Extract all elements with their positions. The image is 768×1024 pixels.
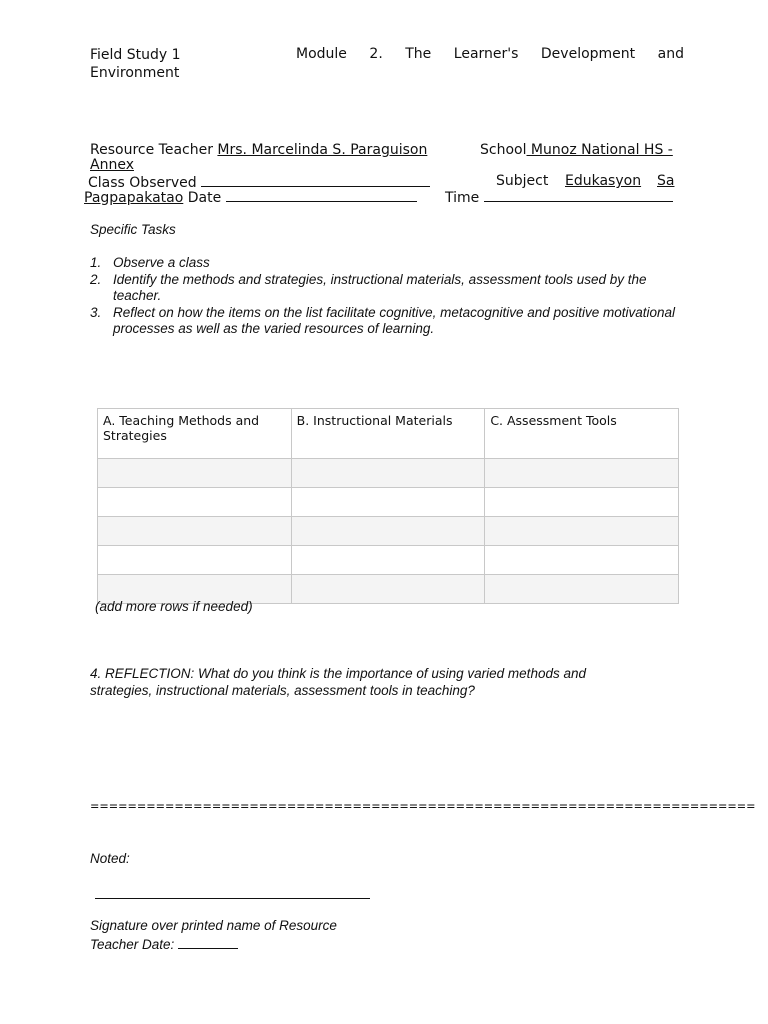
course-name-continued: Environment (90, 65, 180, 81)
module-word: and (657, 46, 684, 62)
list-item-text: Identify the methods and strategies, instructional materials, assessment tools used by the teacher. (113, 271, 647, 303)
time-field (445, 188, 673, 206)
class-observed-label: Class Observed (88, 175, 197, 191)
list-item (90, 255, 680, 272)
course-title (90, 46, 181, 82)
separator-line: ======================================================================= (90, 800, 756, 813)
list-item-text: Reflect on how the items on the list facilitate cognitive, metacognitive and positive motivational processes as well as the varied resources of learning. (113, 304, 676, 336)
signature-label (90, 918, 360, 953)
date-blank[interactable] (226, 188, 417, 202)
reflection-question: 4. REFLECTION: What do you think is the importance of using varied methods and strategies, instructional materials, assessment tools in teaching? (90, 666, 586, 698)
table-body (98, 459, 679, 604)
time-label: Time (445, 190, 480, 206)
module-word: 2. (369, 46, 383, 62)
date-label: Date (187, 190, 222, 206)
table-cell[interactable] (485, 488, 679, 517)
list-item-number: 2. (90, 271, 102, 287)
table-cell[interactable] (98, 488, 292, 517)
list-item-number: 3. (90, 304, 102, 320)
list-item (90, 305, 680, 338)
table-cell[interactable] (485, 546, 679, 575)
school-value-continued[interactable]: Annex (90, 157, 134, 173)
table-cell[interactable] (291, 517, 485, 546)
table-cell[interactable] (291, 488, 485, 517)
resource-teacher-value[interactable]: Mrs. Marcelinda S. Paraguison (217, 142, 428, 158)
table-header-row (98, 409, 679, 459)
tasks-heading: Specific Tasks (90, 222, 176, 237)
observation-table (97, 408, 679, 604)
subject-value-word[interactable]: Edukasyon (565, 173, 642, 189)
resource-teacher-field (90, 142, 427, 158)
date-field (84, 188, 417, 206)
module-word: Module (296, 46, 347, 62)
school-label: School (480, 142, 527, 158)
subject-value-continued[interactable]: Pagpapakatao (84, 190, 184, 206)
table-cell[interactable] (98, 546, 292, 575)
signature-label-text: Signature over printed name of Resource Teacher Date: (90, 918, 337, 952)
module-word: Development (540, 46, 636, 62)
table-row (98, 459, 679, 488)
module-word: The (405, 46, 432, 62)
column-header-assessment-tools: C. Assessment Tools (485, 409, 679, 459)
table-cell[interactable] (485, 575, 679, 604)
table-cell[interactable] (98, 459, 292, 488)
subject-field (496, 173, 548, 189)
table-row (98, 546, 679, 575)
time-blank[interactable] (484, 188, 673, 202)
resource-teacher-label: Resource Teacher (90, 142, 213, 158)
module-title (296, 46, 684, 62)
table-row (98, 517, 679, 546)
class-observed-blank[interactable] (201, 173, 430, 187)
list-item-text: Observe a class (113, 255, 210, 270)
signature-date-blank[interactable] (178, 935, 238, 949)
module-word: Learner's (453, 46, 519, 62)
school-field (480, 142, 673, 158)
school-value[interactable]: Munoz National HS - (526, 142, 673, 158)
list-item (90, 272, 680, 305)
subject-label: Subject (496, 173, 549, 189)
noted-label: Noted: (90, 851, 130, 866)
column-header-teaching-methods: A. Teaching Methods and Strategies (98, 409, 292, 459)
table-cell[interactable] (291, 546, 485, 575)
table-cell[interactable] (291, 459, 485, 488)
subject-value-word[interactable]: Sa (657, 173, 675, 189)
signature-blank[interactable] (95, 898, 370, 899)
tasks-list (90, 255, 680, 338)
list-item-number: 1. (90, 255, 102, 270)
table-note: (add more rows if needed) (95, 599, 253, 614)
table-cell[interactable] (485, 517, 679, 546)
table-cell[interactable] (485, 459, 679, 488)
table-cell[interactable] (291, 575, 485, 604)
table-row (98, 488, 679, 517)
table-cell[interactable] (98, 517, 292, 546)
column-header-instructional-materials: B. Instructional Materials (291, 409, 485, 459)
course-name: Field Study 1 (90, 47, 181, 63)
